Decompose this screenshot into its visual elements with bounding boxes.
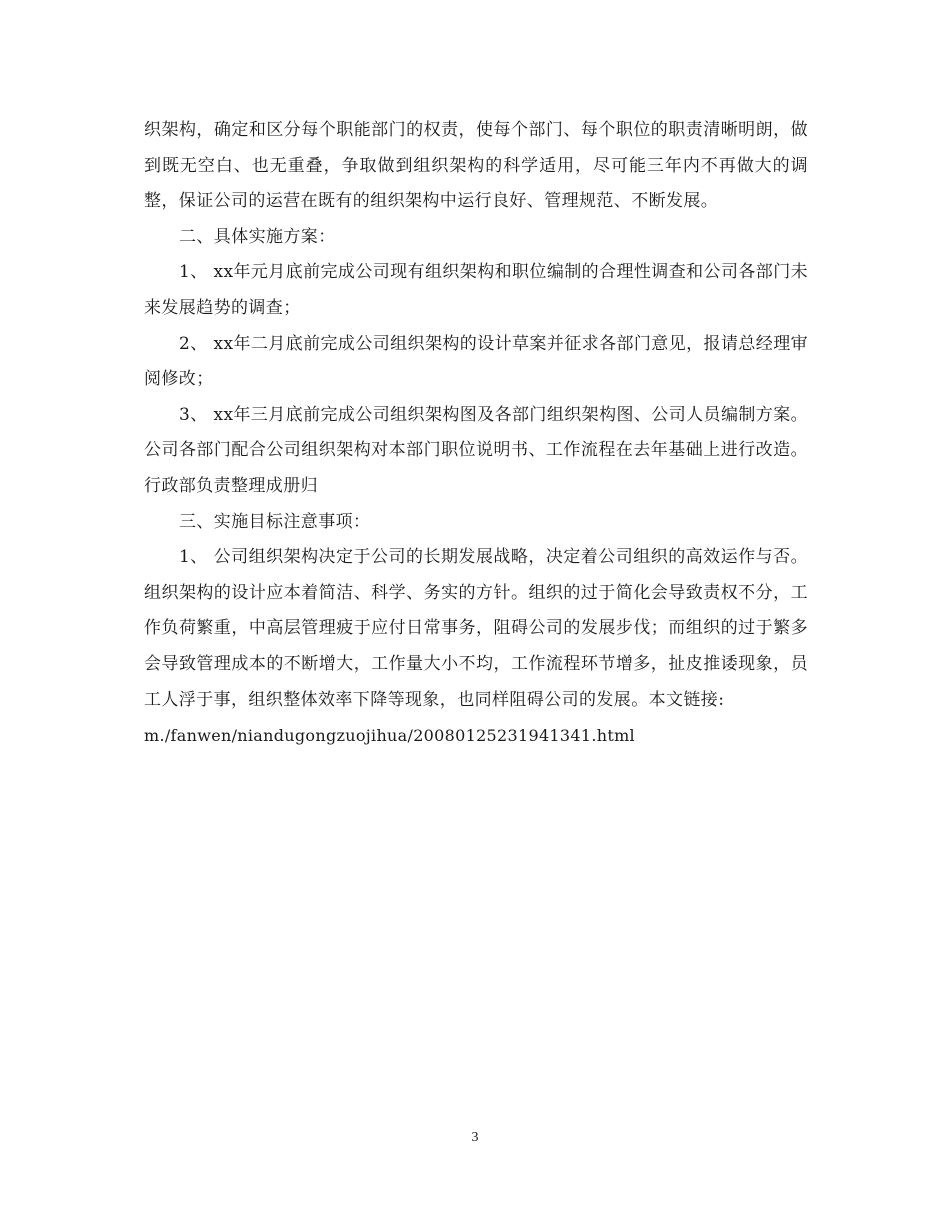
page-number: 3: [471, 1130, 479, 1145]
paragraph-continuation: 织架构，确定和区分每个职能部门的权责，使每个部门、每个职位的职责清晰明朗，做到既无空白、也无重叠，争取做到组织架构的科学适用，尽可能三年内不再做大的调整，保证公司的运营在既有的组织架构中运行良好、管理规范、不断发展。: [144, 120, 808, 212]
plan-item-3: 3、 xx年三月底前完成公司组织架构图及各部门组织架构图、公司人员编制方案。公司各部门配合公司组织架构对本部门职位说明书、工作流程在去年基础上进行改造。行政部负责整理成册归: [144, 404, 808, 496]
plan-item-1: 1、 xx年元月底前完成公司现有组织架构和职位编制的合理性调查和公司各部门未来发展趋势的调查；: [144, 262, 808, 318]
section-heading-notes: 三、实施目标注意事项：: [179, 511, 371, 532]
section-heading-implementation-plan: 二、具体实施方案：: [179, 226, 336, 247]
document-body: [144, 113, 808, 754]
notes-item-1: 1、 公司组织架构决定于公司的长期发展战略，决定着公司组织的高效运作与否。组织架构的设计应本着简洁、科学、务实的方针。组织的过于简化会导致责权不分，工作负荷繁重，中高层管理疲于应付日常事务，阻碍公司的发展步伐；而组织的过于繁多会导致管理成本的不断增大，工作量大小不均，工作流程环节增多，扯皮推诿现象，员工人浮于事，组织整体效率下降等现象，也同样阻碍公司的发展。本文链接:: [144, 547, 808, 710]
article-link: m./fanwen/niandugongzuojihua/20080125231941341.html: [144, 726, 635, 746]
plan-item-2: 2、 xx年二月底前完成公司组织架构的设计草案并征求各部门意见，报请总经理审阅修改；: [144, 333, 808, 390]
